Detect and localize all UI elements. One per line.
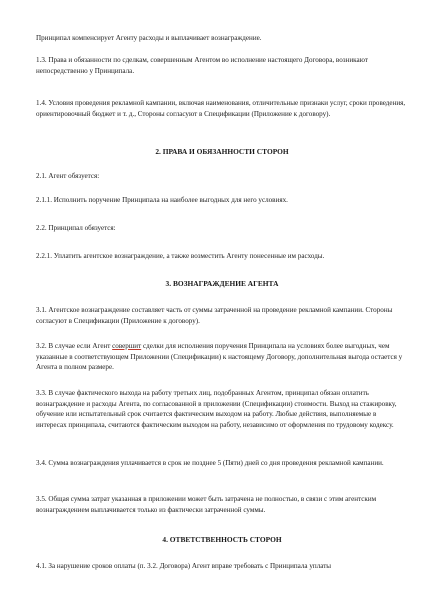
paragraph-1-2-tail: Принципал компенсирует Агенту расходы и выплачивает вознаграждение. [36, 34, 262, 42]
paragraph-3-2 [36, 341, 408, 373]
paragraph-2-1: 2.1. Агент обязуется: [36, 172, 100, 180]
paragraph-2-2-1: 2.2.1. Уплатить агентское вознаграждение, а также возместить Агенту понесенные им расходы. [36, 252, 325, 260]
paragraph-3-2-end: сделки для исполнения поручения Принципала на условиях более выгодных, чем указанные в соответствующем Приложении (Спецификации) к настоящему Договору, дополнительная выгода остается у Агента в полном размере. [36, 342, 403, 372]
spellcheck-underlined-word: совершит [112, 342, 142, 350]
paragraph-3-5: 3.5. Общая сумма затрат указанная в приложении может быть затрачена не полностью, в связи с этим агентским вознаграждением выплачивается только из фактически затраченной суммы. [36, 495, 377, 514]
paragraph-3-4: 3.4. Сумма вознаграждения уплачивается в срок не позднее 5 (Пяти) дней со дня проведения рекламной кампании. [36, 459, 384, 467]
paragraph-3-1: 3.1. Агентское вознаграждение составляет часть от суммы затраченной на проведение рекламной кампании. Стороны согласуют в Спецификации (Приложение к договору). [36, 306, 393, 325]
paragraph-1-3: 1.3. Права и обязанности по сделкам, совершенным Агентом во исполнение настоящего Договора, возникают непосредственно у Принципала. [36, 56, 368, 75]
paragraph-2-2: 2.2. Принципал обязуется: [36, 224, 116, 232]
paragraph-3-2-start: 3.2. В случае если Агент [36, 342, 113, 350]
paragraph-2-1-1: 2.1.1. Исполнить поручение Принципала на наиболее выгодных для него условиях. [36, 196, 288, 204]
section-heading-2: 2. ПРАВА И ОБЯЗАННОСТИ СТОРОН [155, 147, 289, 156]
section-heading-3: 3. ВОЗНАГРАЖДЕНИЕ АГЕНТА [165, 279, 279, 288]
paragraph-1-4: 1.4. Условия проведения рекламной кампании, включая наименования, отличительные признаки услуг, сроки проведения, ориентировочный бюджет и т. д., Стороны согласуют в Спецификации (Приложение к договору). [36, 99, 406, 118]
paragraph-4-1: 4.1. За нарушение сроков оплаты (п. 3.2. Договора) Агент вправе требовать с Принципала уплаты [36, 562, 332, 570]
paragraph-3-3: 3.3. В случае фактического выхода на работу третьих лиц, подобранных Агентом, принципал обязан оплатить вознаграждение и расходы Агента, по согласованной в приложении (Спецификации) стоимости. Выход на стажировку, обучение или испытательный срок считается фактическим выходом на работу. Любые действия, выполняемые в интересах принципала, считаются фактическим выходом на работу, независимо от оформления по трудовому кодексу. [36, 389, 397, 429]
section-heading-4: 4. ОТВЕТСТВЕННОСТЬ СТОРОН [162, 535, 282, 544]
